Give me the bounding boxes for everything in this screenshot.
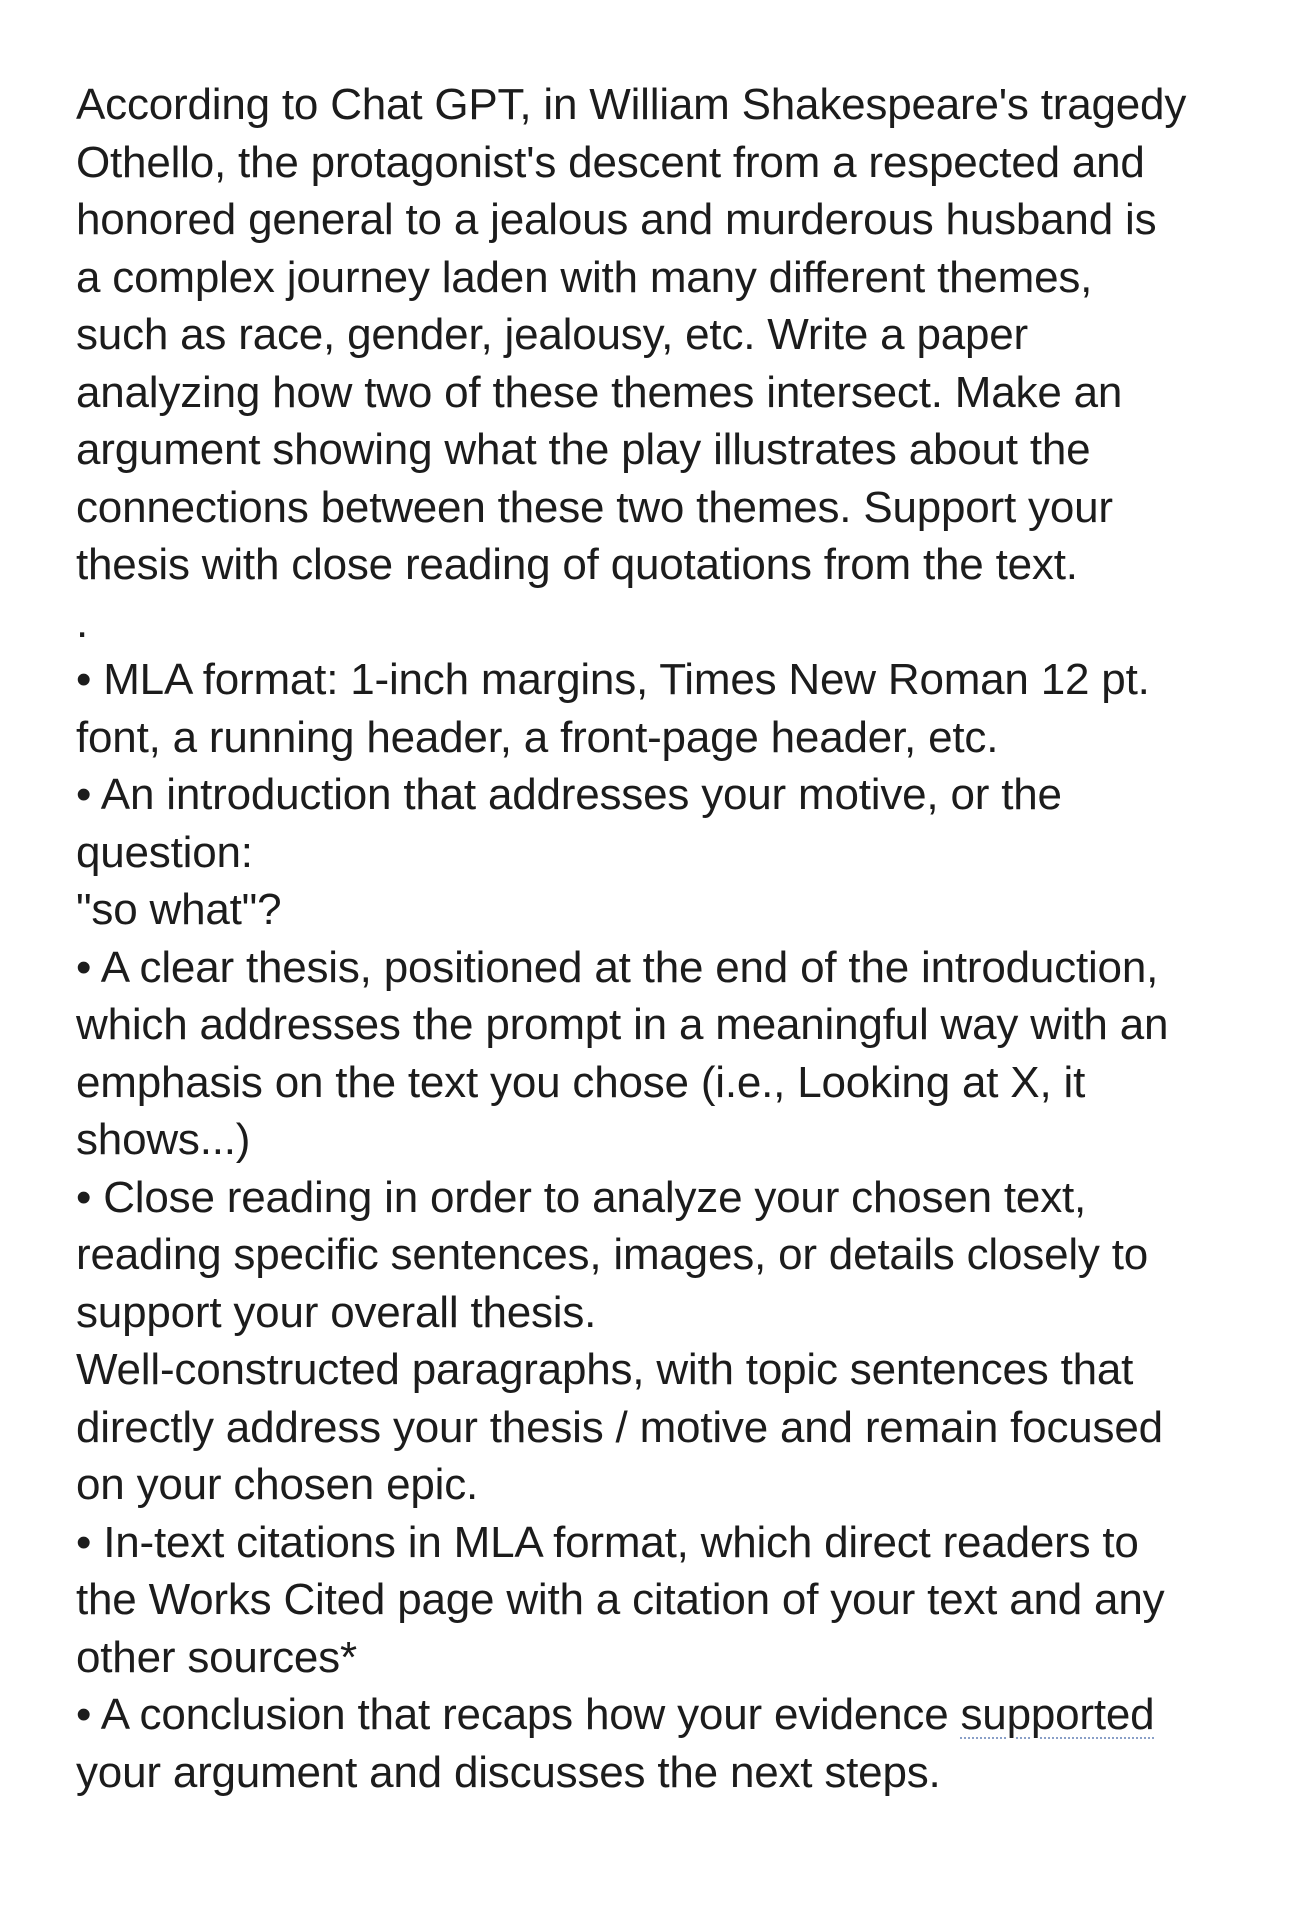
- text-line: a complex journey laden with many different themes,: [76, 252, 1093, 302]
- text-line: honored general to a jealous and murderous husband is: [76, 195, 1157, 244]
- bullet-line: • A clear thesis, positioned at the end of the introduction,: [76, 942, 1159, 992]
- text-line: argument showing what the play illustrates about the: [76, 425, 1091, 474]
- text-line: connections between these two themes. Support your: [76, 482, 1113, 532]
- text-line: According to Chat GPT, in William Shakespeare's tragedy: [76, 80, 1187, 129]
- text-line: other sources*: [76, 1632, 357, 1682]
- text-line: "so what"?: [76, 885, 282, 934]
- text-segment: • A conclusion that recaps how your evidence: [76, 1690, 961, 1739]
- text-line: the Works Cited page with a citation of your text and any: [76, 1575, 1165, 1624]
- bullet-line: • In-text citations in MLA format, which direct readers to: [76, 1517, 1139, 1567]
- text-line: .: [76, 597, 89, 647]
- text-line: reading specific sentences, images, or details closely to: [76, 1230, 1149, 1279]
- text-line: question:: [76, 827, 253, 877]
- text-line: shows...): [76, 1115, 251, 1164]
- text-line: support your overall thesis.: [76, 1287, 597, 1337]
- text-line: which addresses the prompt in a meaningful way with an: [76, 1000, 1169, 1049]
- text-line: font, a running header, a front-page header, etc.: [76, 712, 999, 762]
- text-line: Othello, the protagonist's descent from a respected and: [76, 137, 1145, 187]
- bullet-line: • MLA format: 1-inch margins, Times New Roman 12 pt.: [76, 655, 1150, 704]
- spellcheck-flagged-word[interactable]: supported: [960, 1690, 1155, 1739]
- document-body: [76, 76, 1256, 1801]
- bullet-line: • Close reading in order to analyze your chosen text,: [76, 1172, 1087, 1222]
- text-line: analyzing how two of these themes intersect. Make an: [76, 367, 1123, 417]
- text-line: Well-constructed paragraphs, with topic sentences that: [76, 1345, 1134, 1394]
- text-line: your argument and discusses the next steps.: [76, 1747, 941, 1797]
- text-line: such as race, gender, jealousy, etc. Write a paper: [76, 310, 1029, 359]
- text-line: on your chosen epic.: [76, 1460, 479, 1509]
- text-line: directly address your thesis / motive and remain focused: [76, 1402, 1163, 1452]
- bullet-line: • An introduction that addresses your motive, or the: [76, 770, 1062, 819]
- bullet-line: [76, 1686, 1256, 1744]
- text-line: thesis with close reading of quotations from the text.: [76, 540, 1078, 589]
- text-line: emphasis on the text you chose (i.e., Looking at X, it: [76, 1057, 1086, 1107]
